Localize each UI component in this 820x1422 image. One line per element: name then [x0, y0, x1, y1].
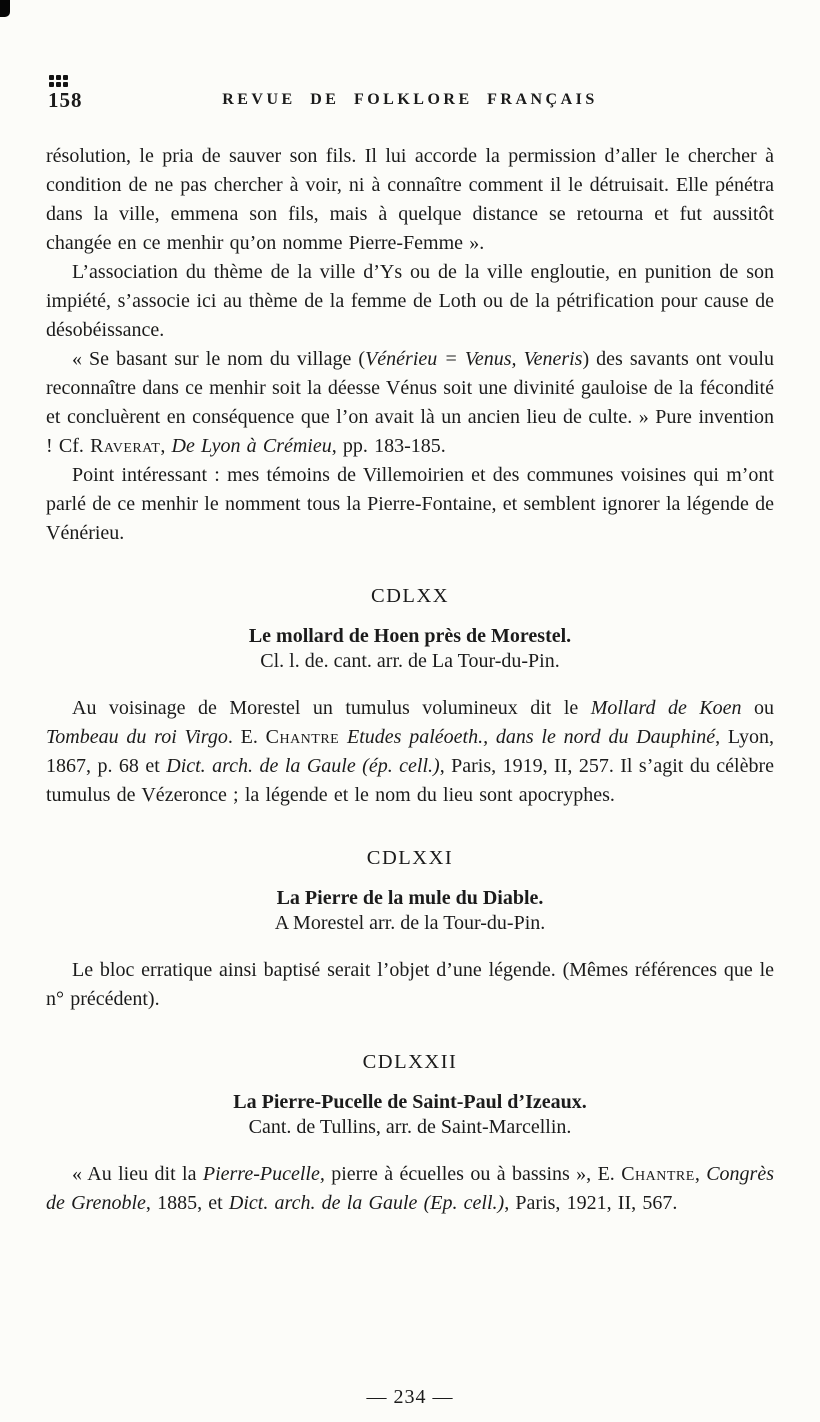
paragraph: [46, 956, 774, 1014]
page-body: [46, 142, 774, 1218]
section-cdlxxi: [46, 847, 774, 1014]
paragraph: [46, 258, 774, 345]
text-segment: De Lyon à Crémieu: [171, 435, 332, 457]
section-subtitle: Cant. de Tullins, arr. de Saint-Marcellin.: [248, 1116, 572, 1138]
text-segment: , pp. 183-185.: [331, 435, 446, 457]
text-segment: ,: [160, 435, 172, 457]
text-segment: Chantre: [621, 1163, 695, 1185]
text-segment: Congrès de Grenoble: [46, 1163, 775, 1214]
ink-smudge: [49, 75, 54, 80]
text-segment: Pierre-Pucelle,: [202, 1163, 325, 1185]
paragraph: [46, 1160, 774, 1218]
text-segment: Tombeau du roi Virgo: [46, 726, 228, 748]
text-segment: ,: [694, 1163, 707, 1185]
text-segment: , 1885, et: [145, 1192, 229, 1214]
text-segment: résolution, le pria de sauver son fils. Il lui accorde la permission d’aller le chercher à condition de ne pas chercher à voir, ni à connaître comment il le détruisait. Elle pénétra dans la ville, emmena son fils, mais à quelque distance se retourna et fut aussitôt changée en ce menhir qu’on nomme Pierre-Femme ».: [46, 145, 774, 254]
text-segment: Chantre: [265, 726, 340, 748]
text-segment: Le bloc erratique ainsi baptisé serait l’objet d’une légende. (Mêmes références que le n° précédent).: [46, 959, 774, 1010]
section-number: CDLXX: [370, 585, 450, 607]
page-number: 158: [48, 88, 83, 113]
text-segment: ) des savants ont voulu reconnaître dans ce menhir soit la déesse Vénus soit une divinité gauloise de la fécondité et concluèrent en conséquence que l’on avait là un ancien lieu de culte. » Pure invention ! Cf.: [46, 348, 774, 457]
paragraph: [46, 694, 774, 810]
section-subtitle: Cl. l. de. cant. arr. de La Tour-du-Pin.: [260, 650, 560, 672]
text-segment: Etudes paléoeth., dans le nord du Dauphiné: [339, 726, 716, 748]
text-segment: Vénérieu = Venus, Veneris: [365, 348, 583, 370]
section-cdlxx: [46, 585, 774, 810]
paragraph: [46, 345, 774, 461]
text-segment: Dict. arch. de la Gaule (Ep. cell.): [228, 1192, 505, 1214]
text-segment: L’association du thème de la ville d’Ys ou de la ville engloutie, en punition de son impiété, s’associe ici au thème de la femme de Loth ou de la pétrification pour cause de désobéissance.: [46, 261, 774, 341]
section-title: La Pierre de la mule du Diable.: [276, 887, 544, 909]
text-segment: , Lyon, 1867, p. 68 et: [46, 726, 774, 777]
section-title: La Pierre-Pucelle de Saint-Paul d’Izeaux.: [233, 1091, 587, 1113]
text-segment: Raverat: [90, 435, 161, 457]
text-segment: « Au lieu dit la: [72, 1163, 203, 1185]
text-segment: . E.: [227, 726, 266, 748]
text-segment: , Paris, 1919, II, 257. Il s’agit du célèbre tumulus de Vézeronce ; la légende et le nom du lieu sont apocryphes.: [46, 755, 774, 806]
section-subtitle: A Morestel arr. de la Tour-du-Pin.: [274, 912, 546, 934]
text-segment: , Paris, 1921, II, 567.: [504, 1192, 678, 1214]
section-number: CDLXXI: [366, 847, 454, 869]
section-title: Le mollard de Hoen près de Morestel.: [248, 625, 572, 647]
footer-page-number: — 234 —: [366, 1386, 454, 1408]
text-segment: ou: [741, 697, 775, 719]
section-cdlxxii: [46, 1051, 774, 1218]
text-segment: Point intéressant : mes témoins de Villemoirien et des communes voisines qui m’ont parlé de ce menhir le nomment tous la Pierre-Fontaine, et semblent ignorer la légende de Vénérieu.: [46, 464, 774, 544]
text-segment: « Se basant sur le nom du village (: [72, 348, 366, 370]
paragraph: [46, 142, 774, 258]
text-segment: pierre à écuelles ou à bassins », E.: [324, 1163, 622, 1185]
text-segment: Mollard de Koen: [590, 697, 742, 719]
paragraph: [46, 461, 774, 548]
text-segment: Dict. arch. de la Gaule (ép. cell.): [166, 755, 440, 777]
ink-artifact: [0, 0, 10, 17]
text-segment: Au voisinage de Morestel un tumulus volumineux dit le: [72, 697, 591, 719]
journal-title: REVUE DE FOLKLORE FRANÇAIS: [222, 91, 598, 108]
section-number: CDLXXII: [362, 1051, 458, 1073]
page-header: [46, 86, 774, 118]
